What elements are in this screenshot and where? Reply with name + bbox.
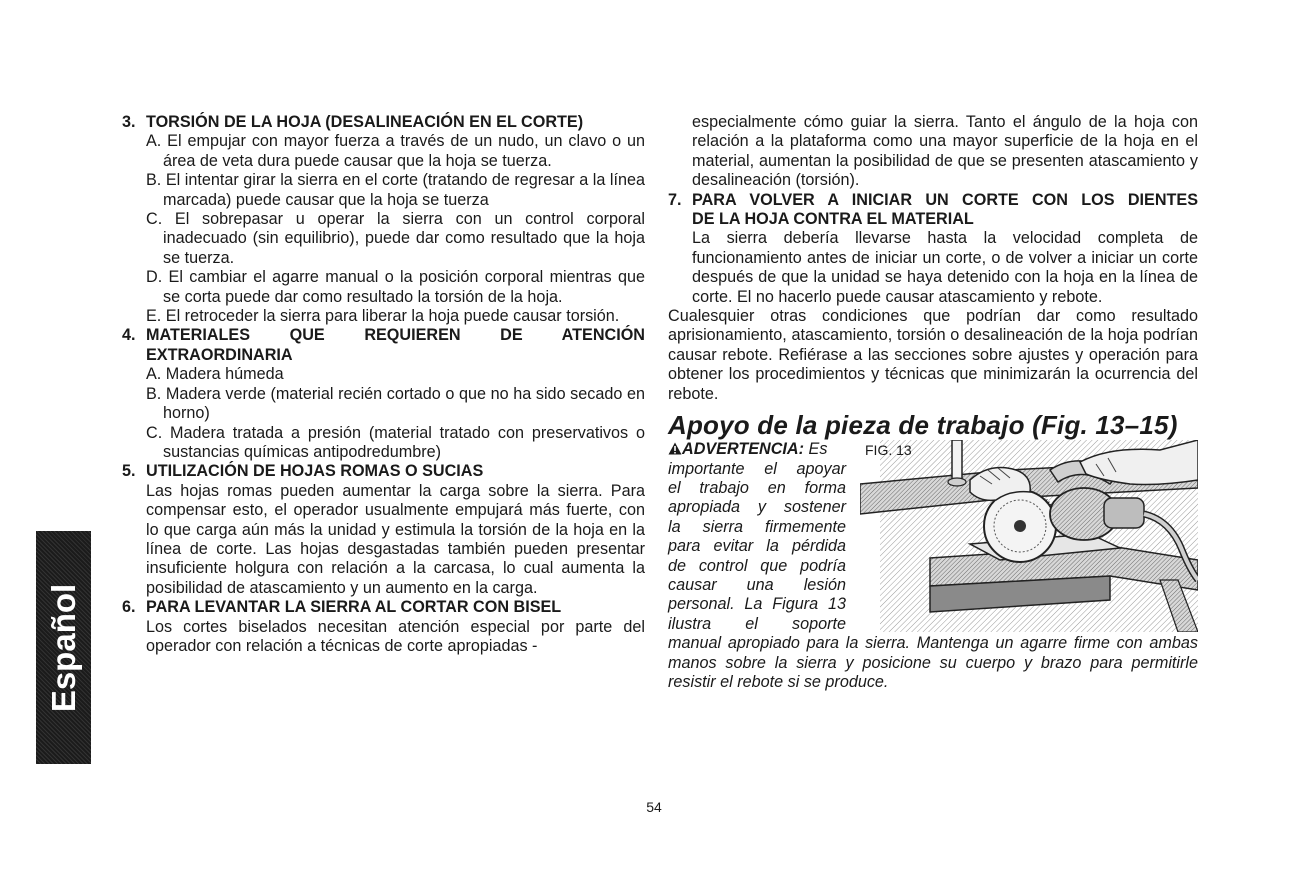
- section-7-text: La sierra debería llevarse hasta la velocidad completa de funcionamiento antes de iniciar un corte, o de volver a iniciar un corte después de que la unidad se haya detenido con la hoja en la línea de corte. El no hacerlo puede causar atascamiento y rebote.: [692, 229, 1198, 306]
- section-6-text-cont: especialmente cómo guiar la sierra. Tanto el ángulo de la hoja con relación a la plataforma como una mayor superficie de la hoja en el material, aumentan la posibilidad de que se presenten atascamiento y desalineación (torsión).: [692, 113, 1198, 190]
- section-title: Apoyo de la pieza de trabajo (Fig. 13–15): [668, 410, 1178, 441]
- list-item: D. El cambiar el agarre manual o la posición corporal mientras que se corta puede dar como resultado la torsión de la hoja.: [146, 268, 645, 306]
- warning-line: personal. La Figura 13: [668, 595, 846, 614]
- section-3-heading: 3. TORSIÓN DE LA HOJA (DESALINEACIÓN EN EL CORTE): [122, 113, 584, 131]
- warning-line: la sierra firmemente: [668, 517, 846, 536]
- list-item: A. Madera húmeda: [146, 365, 284, 384]
- warning-block: [668, 440, 1198, 634]
- section-4-heading-cont: EXTRAORDINARIA: [146, 345, 293, 364]
- section-6-text: Los cortes biselados necesitan atención especial por parte del operador con relación a técnicas de corte apropiadas -: [146, 617, 645, 655]
- right-column: [668, 113, 1198, 692]
- list-item: A. El empujar con mayor fuerza a través de un nudo, un clavo o un área de veta dura puede causar que la hoja se tuerza.: [146, 132, 645, 170]
- warning-line: importante el apoyar: [668, 459, 846, 478]
- closing-paragraph: Cualesquier otras condiciones que podrían dar como resultado aprisionamiento, atascamiento, torsión o desalineación de la hoja podrían causar rebote. Refiérase a las secciones sobre ajustes y operación para obtener los procedimientos y técnicas que minimizarán la ocurrencia del rebote.: [668, 307, 1198, 403]
- warning-text: [668, 440, 846, 634]
- list-item: C. Madera tratada a presión (material tratado con preservativos o sustancias químicas antipodredumbre): [146, 423, 645, 461]
- list-item: E. El retroceder la sierra para liberar la hoja puede causar torsión.: [146, 307, 620, 326]
- section-5-text: Las hojas romas pueden aumentar la carga sobre la sierra. Para compensar esto, el operador usualmente empujará más fuerte, con lo que carga aún más la unidad y estimula la torsión de la hoja en la línea de corte. Las hojas desgastadas también pueden presentar insuficiente holgura con relación a la carcasa, lo cual aumenta la posibilidad de atascamiento y un aumento en la carga.: [146, 481, 645, 597]
- list-item: B. Madera verde (material recién cortado o que no ha sido secado en horno): [146, 384, 645, 423]
- section-6-heading: 6. PARA LEVANTAR LA SIERRA AL CORTAR CON BISEL: [122, 598, 562, 617]
- warning-line: de control que podría: [668, 556, 846, 575]
- warning-continuation: manual apropiado para la sierra. Mantenga un agarre firme con ambas manos sobre la sierra y posicione su cuerpo y brazo para permitirle resistir el rebote si se produce.: [668, 634, 1198, 691]
- list-item: C. El sobrepasar u operar la sierra con un control corporal inadecuado (sin equilibrio), puede dar como resultado que la hoja se tuerza.: [146, 210, 645, 267]
- warning-line: el trabajo en forma: [668, 478, 846, 497]
- warning-line: Es: [808, 440, 828, 459]
- section-4-heading: 4. MATERIALES QUE REQUIEREN DE ATENCIÓN: [122, 326, 645, 345]
- list-item: B. El intentar girar la sierra en el corte (tratando de regresar a la línea marcada) puede causar que la hoja se tuerza: [146, 171, 645, 209]
- section-7-heading-cont: DE LA HOJA CONTRA EL MATERIAL: [692, 210, 974, 229]
- language-side-tab: [36, 531, 91, 764]
- figure-13-illustration: [860, 440, 1198, 632]
- warning-line: ilustra el soporte: [668, 614, 846, 633]
- section-7-heading: 7. PARA VOLVER A INICIAR UN CORTE CON LOS DIENTES: [668, 190, 1198, 209]
- section-5-heading: 5. UTILIZACIÓN DE HOJAS ROMAS O SUCIAS: [122, 462, 484, 481]
- warning-line: para evitar la pérdida: [668, 537, 846, 556]
- warning-triangle-icon: [668, 442, 682, 455]
- left-column: [122, 113, 645, 656]
- warning-line: causar una lesión: [668, 575, 846, 594]
- warning-label: ADVERTENCIA:: [682, 440, 805, 459]
- warning-line: apropiada y sostener: [668, 498, 846, 517]
- figure-label: FIG. 13: [865, 442, 912, 459]
- page-number: 54: [646, 799, 662, 815]
- language-label: Español: [44, 583, 82, 712]
